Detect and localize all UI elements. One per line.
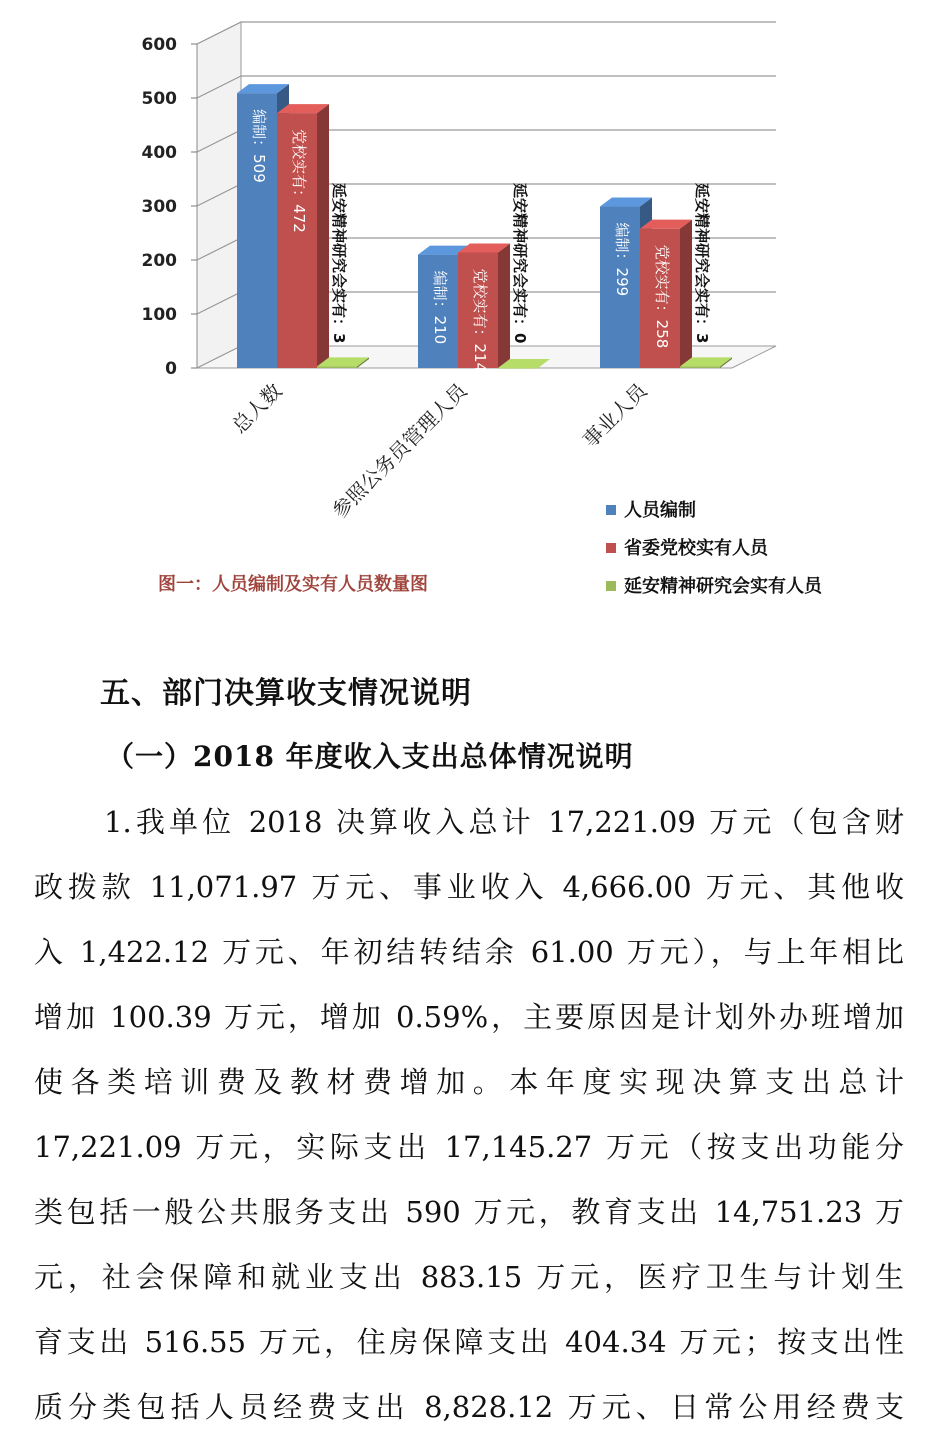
bar-data-label: 党校实有：472 <box>290 129 308 233</box>
bar-front <box>680 366 720 368</box>
staffing-chart <box>0 0 930 620</box>
body-line: 元，社会保障和就业支出 883.15 万元，医疗卫生与计划生 <box>34 1260 904 1294</box>
body-line: 使各类培训费及教材费增加。本年度实现决算支出总计 <box>34 1065 904 1099</box>
y-tick-label: 0 <box>165 359 177 379</box>
legend-swatch <box>606 505 616 515</box>
y-tick-label: 200 <box>141 251 177 271</box>
chart-svg <box>0 0 930 620</box>
body-line: 17,221.09 万元，实际支出 17,145.27 万元（按支出功能分 <box>34 1130 904 1164</box>
legend-label: 延安精神研究会实有人员 <box>624 576 822 597</box>
body-paragraph <box>34 790 904 1440</box>
y-axis-ticks <box>142 35 198 379</box>
x-category-label: 事业人员 <box>577 378 652 453</box>
bar-data-label: 编制：210 <box>431 270 449 345</box>
sub-heading: （一）2018 年度收入支出总体情况说明 <box>106 740 634 773</box>
body-line: 育支出 516.55 万元，住房保障支出 404.34 万元；按支出性 <box>34 1325 904 1359</box>
bar-data-label: 延安精神研究会实有：3 <box>330 183 348 344</box>
body-line: 入 1,422.12 万元、年初结转结余 61.00 万元），与上年相比 <box>34 935 904 969</box>
body-line: 质分类包括人员经费支出 8,828.12 万元、日常公用经费支 <box>34 1390 904 1424</box>
bar-data-label: 延安精神研究会实有：3 <box>693 183 711 344</box>
bar-front <box>317 366 357 368</box>
chart-legend <box>606 499 824 597</box>
bar-data-label: 编制：509 <box>250 109 268 183</box>
body-line: 1.我单位 2018 决算收入总计 17,221.09 万元（包含财 <box>104 805 904 839</box>
bar-side <box>680 220 692 368</box>
bar-data-label: 延安精神研究会实有：0 <box>511 183 529 344</box>
chart-caption: 图一：人员编制及实有人员数量图 <box>158 574 428 595</box>
y-tick-label: 600 <box>141 35 177 55</box>
legend-label: 省委党校实有人员 <box>624 538 768 559</box>
section-heading: 五、部门决算收支情况说明 <box>100 676 472 711</box>
bar-side <box>498 243 510 368</box>
bar-data-label: 编制：299 <box>613 222 631 297</box>
body-line: 政拨款 11,071.97 万元、事业收入 4,666.00 万元、其他收 <box>34 870 904 904</box>
y-tick-label: 100 <box>141 305 177 325</box>
legend-label: 人员编制 <box>624 500 696 521</box>
bar-data-label: 党校实有：258 <box>653 244 671 349</box>
gridline <box>197 22 776 44</box>
bar-front <box>498 368 538 369</box>
y-tick-label: 300 <box>141 197 177 217</box>
y-tick-label: 500 <box>141 89 177 109</box>
x-axis-categories <box>227 377 653 523</box>
body-line: 增加 100.39 万元，增加 0.59%，主要原因是计划外办班增加 <box>34 1000 904 1034</box>
bar-data-label: 党校实有：214 <box>471 268 489 373</box>
x-category-label: 参照公务员管理人员 <box>327 378 472 523</box>
x-category-label: 总人数 <box>227 378 287 438</box>
legend-swatch <box>606 581 616 591</box>
y-tick-label: 400 <box>141 143 177 163</box>
bar-side <box>317 104 329 368</box>
body-line: 类包括一般公共服务支出 590 万元，教育支出 14,751.23 万 <box>34 1195 904 1229</box>
legend-swatch <box>606 543 616 553</box>
